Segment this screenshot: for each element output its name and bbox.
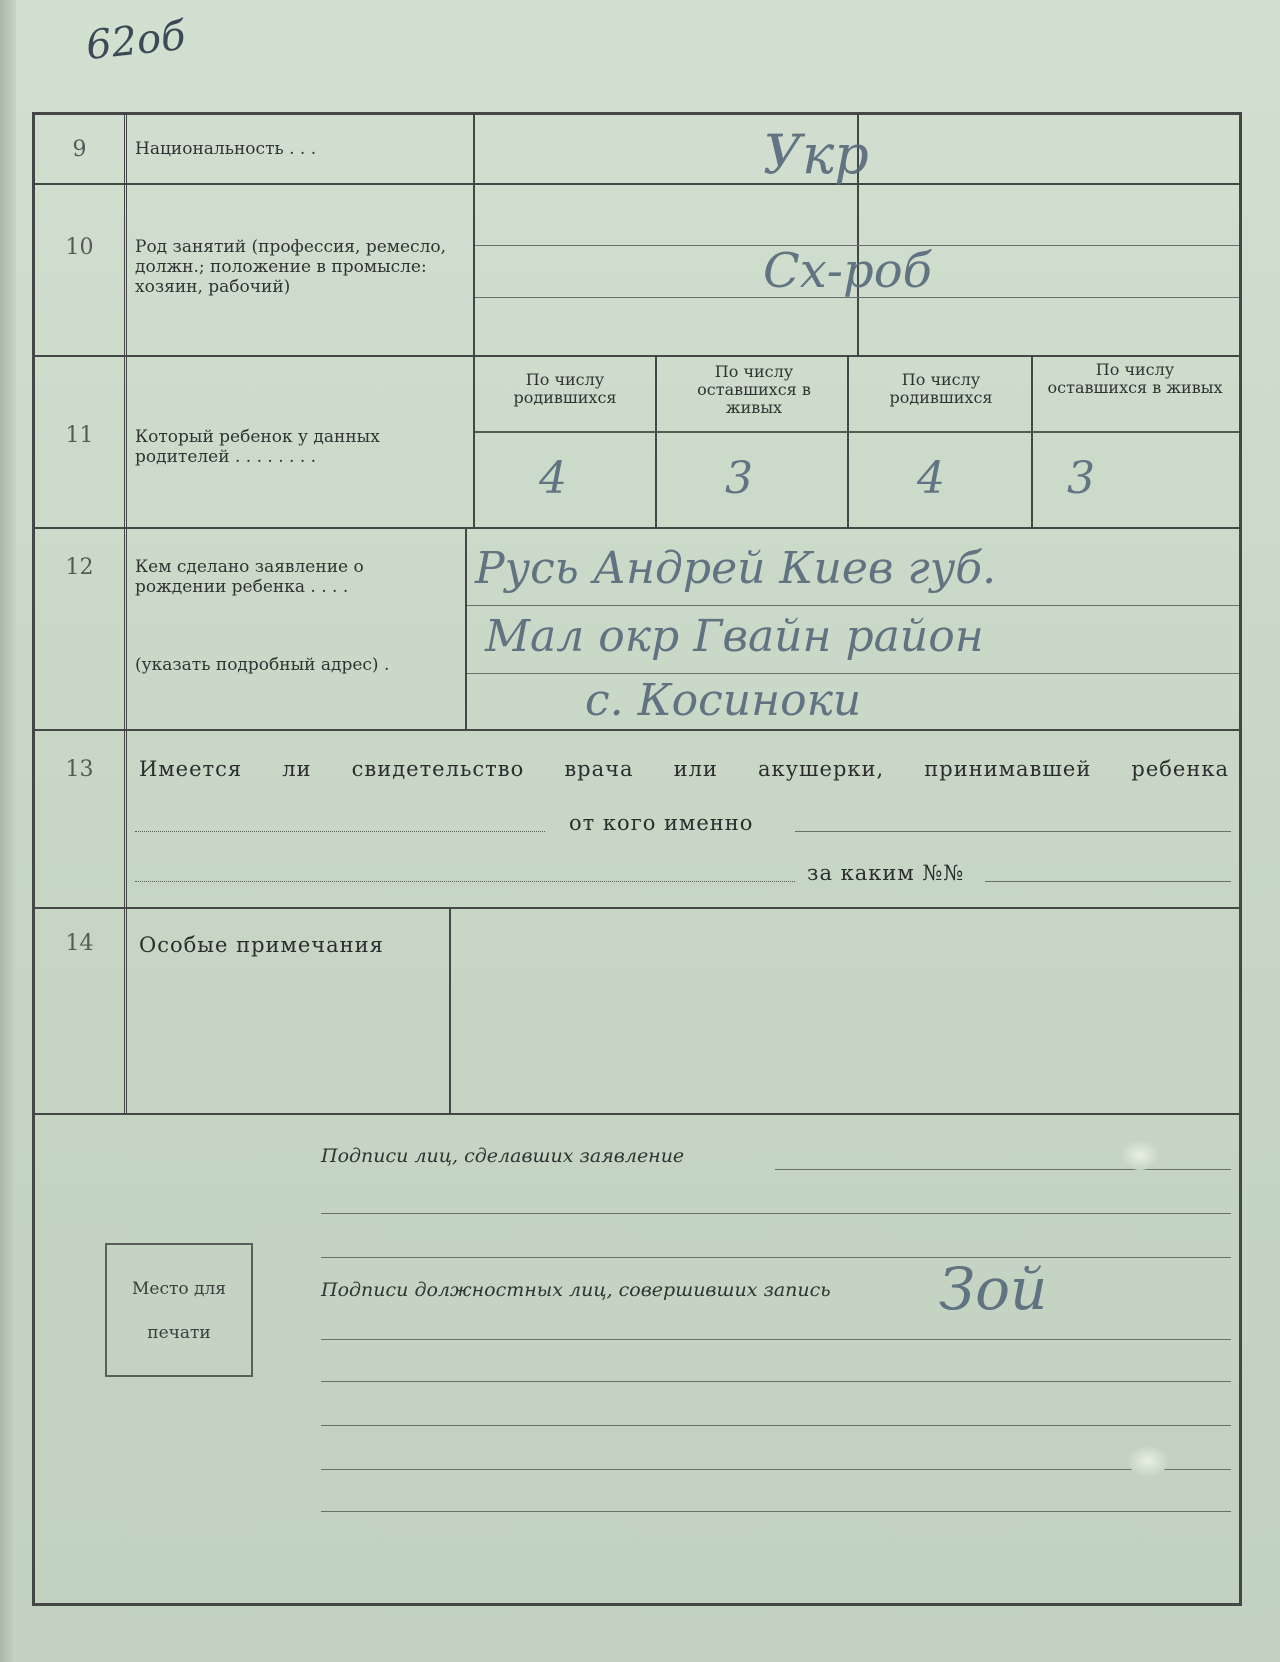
divider: [1031, 357, 1033, 527]
row-occupation: [35, 185, 1239, 357]
signature-line: [321, 1257, 1231, 1258]
handwritten-nationality: Укр: [763, 123, 869, 186]
signature-line: [321, 1381, 1231, 1382]
row-text: за каким №№: [807, 861, 965, 885]
rule-line: [475, 431, 1239, 433]
row-text: Имеется ли свидетельство врача или акушерки, принимавшей ребенка: [139, 757, 1229, 781]
row-label: Род занятий (профессия, ремесло, должн.; положение в промысле: хозяин, рабочий): [135, 237, 447, 297]
handwritten-value: 4: [917, 453, 945, 504]
row-number: 9: [35, 115, 127, 183]
declarants-signature-label: Подписи лиц, сделавших заявление: [321, 1145, 685, 1167]
handwritten-declarant-line: Русь Андрей Киев губ.: [475, 543, 997, 594]
handwritten-occupation: Сх-роб: [763, 243, 932, 299]
row-certificate: [35, 731, 1239, 909]
row-notes: [35, 909, 1239, 1115]
signature-line: [321, 1213, 1231, 1214]
row-nationality: [35, 115, 1239, 185]
rule-line: [795, 831, 1231, 832]
row-text: от кого именно: [569, 811, 754, 835]
birth-record-form: [32, 112, 1242, 1606]
signature-line: [321, 1425, 1231, 1426]
divider: [847, 357, 849, 527]
stamp-label: печати: [147, 1323, 211, 1343]
rule-line: [135, 831, 545, 832]
rule-line: [467, 673, 1239, 674]
row-label: Особые примечания: [139, 933, 384, 957]
archive-number: 62об: [83, 12, 188, 70]
stamp-label: Место для: [131, 1279, 227, 1299]
row-declarant: [35, 529, 1239, 731]
rule-line: [135, 881, 795, 882]
divider: [465, 529, 467, 729]
column-header: По числу родившихся: [889, 370, 993, 407]
signature-line: [321, 1339, 1231, 1340]
row-number: 10: [35, 185, 127, 355]
row-label: Национальность . . .: [135, 139, 317, 159]
handwritten-official-signature: Зой: [939, 1255, 1048, 1323]
row-number: 12: [35, 529, 127, 729]
handwritten-value: 3: [1067, 453, 1095, 504]
column-header: По числу оставшихся в живых: [1047, 360, 1223, 397]
handwritten-value: 4: [539, 453, 567, 504]
signature-line: [321, 1469, 1231, 1470]
divider: [473, 357, 475, 527]
divider: [655, 357, 657, 527]
row-number: 11: [35, 357, 127, 527]
column-header: По числу оставшихся в живых: [697, 362, 811, 417]
stamp-place-box: [105, 1243, 253, 1377]
handwritten-value: 3: [725, 453, 753, 504]
row-label: Который ребенок у данных родителей . . . . . . . .: [135, 427, 380, 467]
signature-line: [321, 1511, 1231, 1512]
row-number: 14: [35, 909, 127, 1113]
rule-line: [467, 605, 1239, 606]
row-child-order: [35, 357, 1239, 529]
handwritten-declarant-line: с. Косиноки: [585, 675, 862, 726]
column-header: По числу родившихся: [513, 370, 617, 407]
divider: [473, 115, 475, 183]
row-label: Кем сделано заявление о рождении ребенка . . . .: [135, 557, 364, 597]
divider: [473, 185, 475, 355]
row-number: 13: [35, 731, 127, 907]
divider: [449, 909, 451, 1113]
rule-line: [985, 881, 1231, 882]
page-edge: [0, 0, 16, 1662]
paper-damage-mark: [1128, 1446, 1168, 1476]
row-sublabel: (указать подробный адрес) .: [135, 655, 390, 675]
officials-signature-label: Подписи должностных лиц, совершивших запись: [321, 1279, 831, 1301]
handwritten-declarant-line: Мал окр Гвайн район: [485, 611, 984, 662]
signature-line: [775, 1169, 1231, 1170]
paper-damage-mark: [1120, 1140, 1160, 1170]
